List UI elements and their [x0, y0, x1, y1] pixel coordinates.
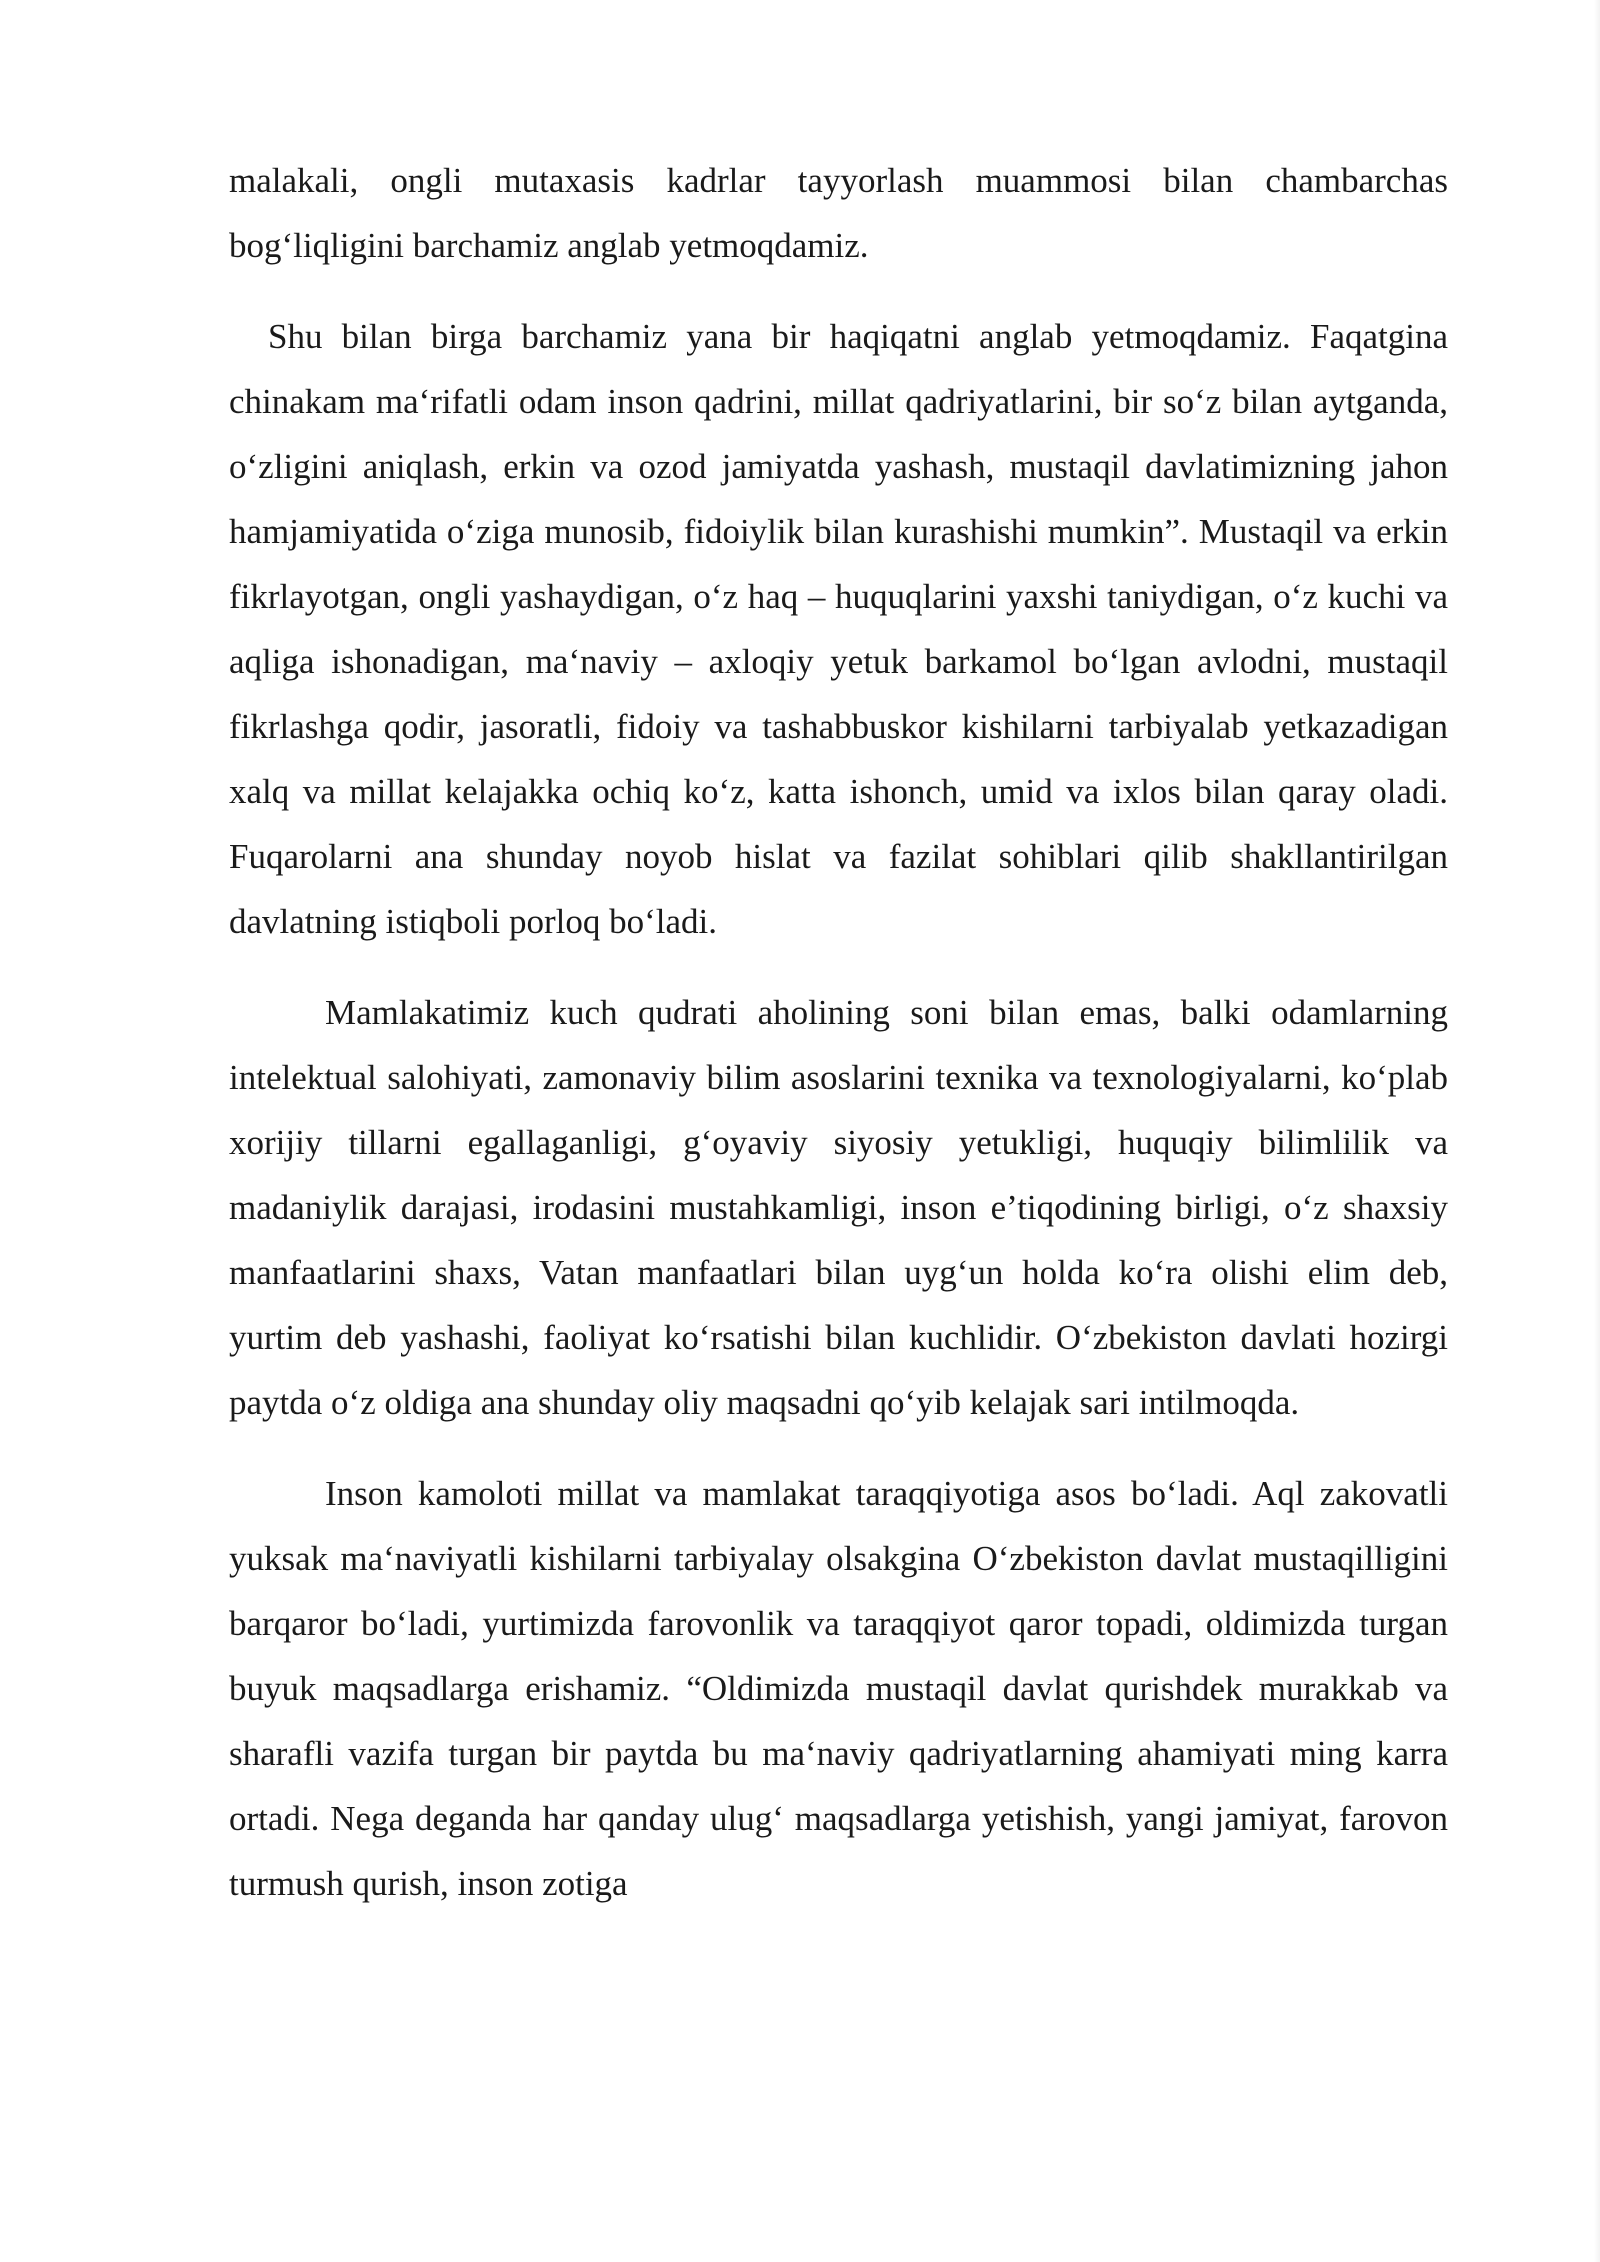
body-text: [229, 148, 1448, 1942]
paragraph-1: malakali, ongli mutaxasis kadrlar tayyorlash muammosi bilan chambarchas bog‘liqligini barchamiz anglab yetmoqdamiz.: [229, 161, 1448, 265]
paragraph-2: Shu bilan birga barchamiz yana bir haqiqatni anglab yetmoqdamiz. Faqatgina chinakam ma‘rifatli odam inson qadrini, millat qadriyatlarini, bir so‘z bilan aytganda, o‘zligini aniqlash, erkin va ozod jamiyatda yashash, mustaqil davlatimizning jahon hamjamiyatida o‘ziga munosib, fidoiylik bilan kurashishi mumkin”. Mustaqil va erkin fikrlayotgan, ongli yashaydigan, o‘z haq – huquqlarini yaxshi taniydigan, o‘z kuchi va aqliga ishonadigan, ma‘naviy – axloqiy yetuk barkamol bo‘lgan avlodni, mustaqil fikrlashga qodir, jasoratli, fidoiy va tashabbuskor kishilarni tarbiyalab yetkazadigan xalq va millat kelajakka ochiq ko‘z, katta ishonch, umid va ixlos bilan qaray oladi. Fuqarolarni ana shunday noyob hislat va fazilat sohiblari qilib shakllantirilgan davlatning istiqboli porloq bo‘ladi.: [229, 317, 1448, 941]
page-edge-shadow: [1594, 0, 1600, 2262]
paragraph-3: Mamlakatimiz kuch qudrati aholining soni bilan emas, balki odamlarning intelektual salohiyati, zamonaviy bilim asoslarini texnika va texnologiyalarni, ko‘plab xorijiy tillarni egallaganligi, g‘oyaviy siyosiy yetukligi, huquqiy bilimlilik va madaniylik darajasi, irodasini mustahkamligi, inson e’tiqodining birligi, o‘z shaxsiy manfaatlarini shaxs, Vatan manfaatlari bilan uyg‘un holda ko‘ra olishi elim deb, yurtim deb yashashi, faoliyat ko‘rsatishi bilan kuchlidir. O‘zbekiston davlati hozirgi paytda o‘z oldiga ana shunday oliy maqsadni qo‘yib kelajak sari intilmoqda.: [229, 993, 1448, 1422]
paragraph-4: Inson kamoloti millat va mamlakat taraqqiyotiga asos bo‘ladi. Aql zakovatli yuksak ma‘naviyatli kishilarni tarbiyalay olsakgina O‘zbekiston davlat mustaqilligini barqaror bo‘ladi, yurtimizda farovonlik va taraqqiyot qaror topadi, oldimizda turgan buyuk maqsadlarga erishamiz. “Oldimizda mustaqil davlat qurishdek murakkab va sharafli vazifa turgan bir paytda bu ma‘naviy qadriyatlarning ahamiyati ming karra ortadi. Nega deganda har qanday ulug‘ maqsadlarga yetishish, yangi jamiyat, farovon turmush qurish, inson zotiga: [229, 1474, 1448, 1903]
